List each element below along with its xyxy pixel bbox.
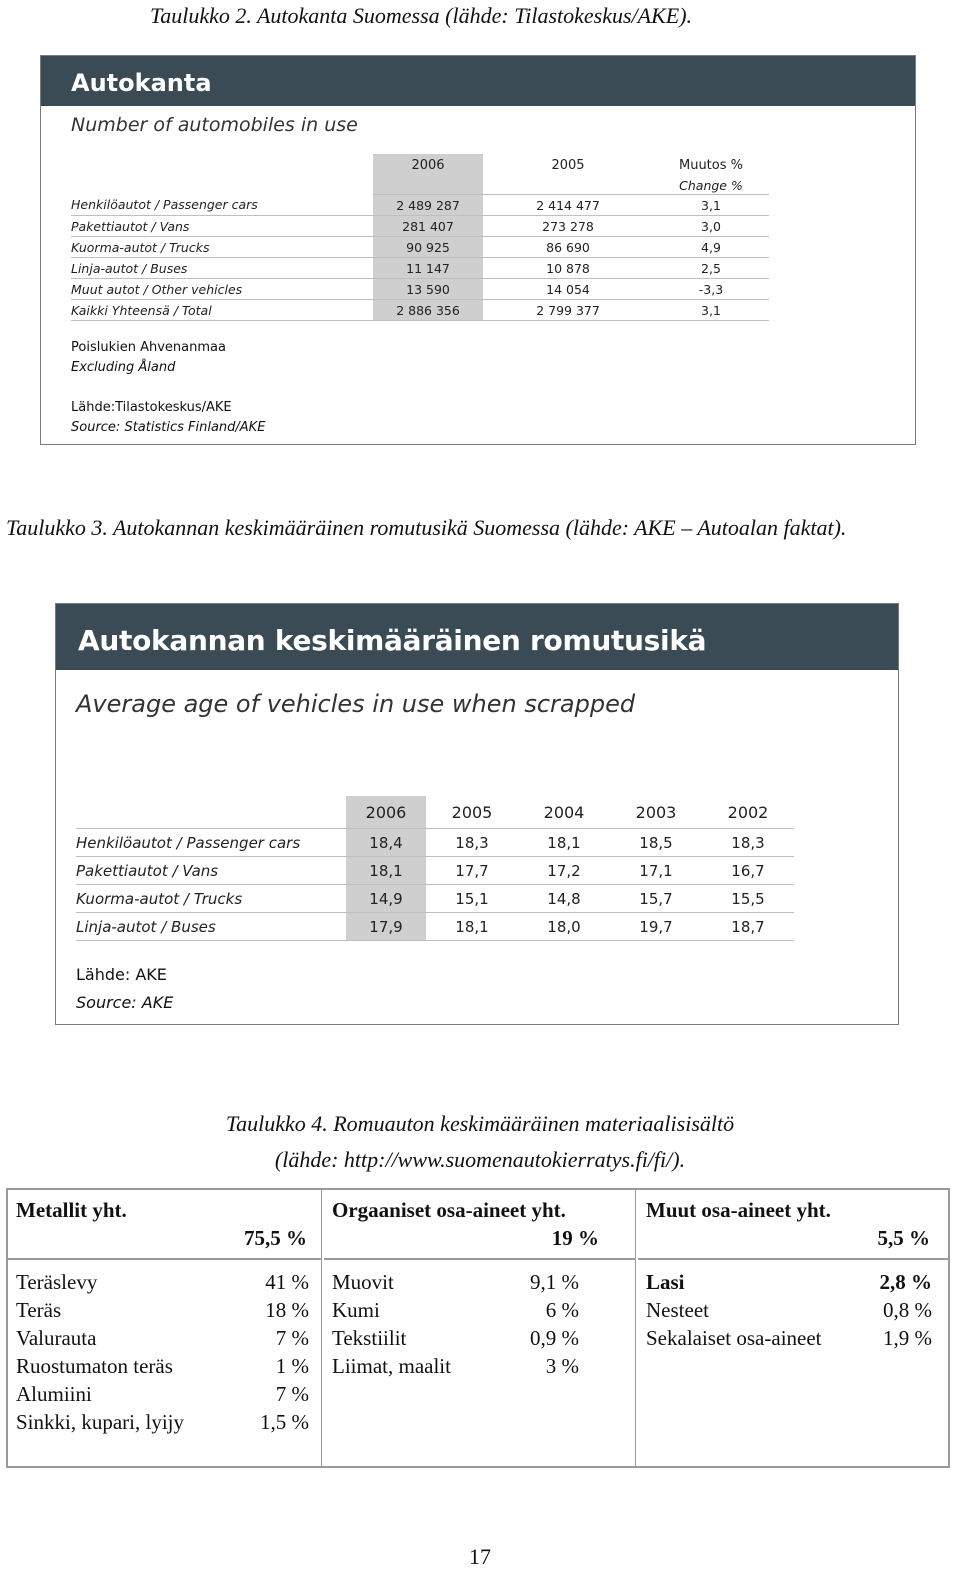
cell: 3,1 bbox=[653, 195, 769, 216]
year-header: 2002 bbox=[702, 796, 794, 829]
cell: 86 690 bbox=[483, 237, 653, 258]
list-item bbox=[332, 1298, 579, 1326]
cell: 281 407 bbox=[373, 216, 483, 237]
group-name: Metallit yht. bbox=[16, 1198, 127, 1222]
item-value: 9,1 % bbox=[530, 1270, 579, 1294]
row-label: Pakettiautot / Vans bbox=[71, 216, 373, 237]
item-value: 1,5 % bbox=[260, 1410, 309, 1434]
figure-title: Autokanta bbox=[41, 56, 915, 106]
source-fi: Lähde:Tilastokeskus/AKE bbox=[71, 400, 232, 415]
item-value: 41 % bbox=[265, 1270, 309, 1294]
page-number: 17 bbox=[469, 1544, 491, 1569]
cell: 17,7 bbox=[426, 857, 518, 885]
col-header: 2006 bbox=[373, 154, 483, 176]
row-label: Henkilöautot / Passenger cars bbox=[76, 829, 346, 857]
list-item bbox=[16, 1382, 309, 1410]
item-name: Muovit bbox=[332, 1270, 394, 1294]
item-name: Ruostumaton teräs bbox=[16, 1354, 173, 1378]
cell: 11 147 bbox=[373, 258, 483, 279]
row-label: Linja-autot / Buses bbox=[76, 913, 346, 941]
item-name: Liimat, maalit bbox=[332, 1354, 451, 1378]
cell: 18,1 bbox=[518, 829, 610, 857]
cell: 15,7 bbox=[610, 885, 702, 913]
list-item bbox=[16, 1354, 309, 1382]
table-row bbox=[76, 857, 794, 885]
item-value: 7 % bbox=[275, 1382, 309, 1406]
row-label: Pakettiautot / Vans bbox=[76, 857, 346, 885]
col-header: Muutos % bbox=[678, 157, 743, 173]
list-item bbox=[16, 1326, 309, 1354]
romutusika-table bbox=[76, 796, 794, 941]
row-label: Kuorma-autot / Trucks bbox=[71, 237, 373, 258]
cell: 2 799 377 bbox=[483, 300, 653, 321]
item-value: 7 % bbox=[275, 1326, 309, 1350]
cell: 2,5 bbox=[653, 258, 769, 279]
item-name: Teräs bbox=[16, 1298, 62, 1322]
list-item bbox=[16, 1410, 309, 1438]
cell: 10 878 bbox=[483, 258, 653, 279]
item-name: Lasi bbox=[646, 1270, 685, 1294]
caption-table-4 bbox=[0, 1108, 960, 1180]
cell: 273 278 bbox=[483, 216, 653, 237]
item-name: Nesteet bbox=[646, 1298, 709, 1322]
source-fi: Lähde: AKE bbox=[76, 965, 167, 984]
cell: 18,5 bbox=[610, 829, 702, 857]
item-value: 1,9 % bbox=[883, 1326, 932, 1350]
table-row bbox=[71, 258, 769, 279]
cell: 2 414 477 bbox=[483, 195, 653, 216]
year-header: 2003 bbox=[610, 796, 702, 829]
cell: 13 590 bbox=[373, 279, 483, 300]
cell: 18,1 bbox=[426, 913, 518, 941]
item-value: 2,8 % bbox=[879, 1270, 932, 1294]
figure-title: Autokannan keskimääräinen romutusikä bbox=[56, 604, 898, 670]
list-item bbox=[332, 1270, 579, 1298]
table-row bbox=[76, 829, 794, 857]
source-en: Source: AKE bbox=[76, 993, 174, 1012]
row-label: Kuorma-autot / Trucks bbox=[76, 885, 346, 913]
cell: 19,7 bbox=[610, 913, 702, 941]
table-row bbox=[71, 279, 769, 300]
col-subheader: Change % bbox=[653, 176, 769, 195]
year-header: 2004 bbox=[518, 796, 610, 829]
year-header: 2005 bbox=[426, 796, 518, 829]
list-item bbox=[646, 1270, 932, 1298]
year-header: 2006 bbox=[346, 796, 426, 829]
cell: 3,0 bbox=[653, 216, 769, 237]
table-row bbox=[71, 300, 769, 321]
cell: 14 054 bbox=[483, 279, 653, 300]
caption-line-2: (lähde: http://www.suomenautokierratys.fi/fi/). bbox=[274, 1147, 686, 1172]
cell: 14,8 bbox=[518, 885, 610, 913]
list-item bbox=[16, 1270, 309, 1298]
group-total: 19 % bbox=[551, 1226, 599, 1250]
column-header bbox=[324, 1190, 635, 1260]
item-value: 18 % bbox=[265, 1298, 309, 1322]
item-value: 0,9 % bbox=[530, 1326, 579, 1350]
cell: 18,7 bbox=[702, 913, 794, 941]
column-header bbox=[8, 1190, 321, 1260]
table-row bbox=[71, 195, 769, 216]
table-row bbox=[71, 216, 769, 237]
cell: 17,2 bbox=[518, 857, 610, 885]
item-name: Sekalaiset osa-aineet bbox=[646, 1326, 822, 1350]
figure-autokanta bbox=[40, 55, 916, 445]
cell: 2 886 356 bbox=[373, 300, 483, 321]
col-header: 2005 bbox=[551, 157, 585, 173]
item-name: Valurauta bbox=[16, 1326, 97, 1350]
cell: 18,0 bbox=[518, 913, 610, 941]
item-name: Sinkki, kupari, lyijy bbox=[16, 1410, 184, 1434]
table-row bbox=[71, 237, 769, 258]
list-item bbox=[646, 1326, 932, 1354]
figure-subtitle: Number of automobiles in use bbox=[71, 114, 358, 136]
materials-table bbox=[6, 1188, 950, 1468]
note-fi: Poislukien Ahvenanmaa bbox=[71, 340, 226, 355]
materials-column-other bbox=[638, 1190, 948, 1466]
cell: 3,1 bbox=[653, 300, 769, 321]
item-value: 1 % bbox=[275, 1354, 309, 1378]
cell: 18,3 bbox=[702, 829, 794, 857]
cell: 14,9 bbox=[346, 885, 426, 913]
row-label: Kaikki Yhteensä / Total bbox=[71, 300, 373, 321]
materials-column-metals bbox=[8, 1190, 322, 1466]
group-total: 75,5 % bbox=[244, 1226, 307, 1250]
caption-line-1: Taulukko 4. Romuauton keskimääräinen materiaalisisältö bbox=[225, 1111, 735, 1136]
source-note bbox=[76, 961, 173, 1017]
cell: 18,1 bbox=[346, 857, 426, 885]
item-name: Teräslevy bbox=[16, 1270, 98, 1294]
autokanta-table bbox=[71, 154, 769, 321]
row-label: Henkilöautot / Passenger cars bbox=[71, 195, 373, 216]
group-total: 5,5 % bbox=[877, 1226, 930, 1250]
row-label: Linja-autot / Buses bbox=[71, 258, 373, 279]
list-item bbox=[646, 1298, 932, 1326]
cell: 90 925 bbox=[373, 237, 483, 258]
group-name: Muut osa-aineet yht. bbox=[646, 1198, 831, 1222]
cell: 4,9 bbox=[653, 237, 769, 258]
cell: 18,4 bbox=[346, 829, 426, 857]
figure-subtitle: Average age of vehicles in use when scrapped bbox=[76, 690, 636, 718]
row-label: Muut autot / Other vehicles bbox=[71, 279, 373, 300]
cell: 2 489 287 bbox=[373, 195, 483, 216]
list-item bbox=[332, 1326, 579, 1354]
group-name: Orgaaniset osa-aineet yht. bbox=[332, 1198, 566, 1222]
source-note bbox=[71, 398, 265, 438]
note-excluding bbox=[71, 338, 226, 378]
list-item bbox=[16, 1298, 309, 1326]
materials-column-organic bbox=[324, 1190, 636, 1466]
cell: 15,1 bbox=[426, 885, 518, 913]
caption-table-2: Taulukko 2. Autokanta Suomessa (lähde: Tilastokeskus/AKE). bbox=[150, 3, 693, 28]
list-item bbox=[332, 1354, 579, 1382]
item-value: 6 % bbox=[545, 1298, 579, 1322]
cell: 16,7 bbox=[702, 857, 794, 885]
column-header bbox=[638, 1190, 948, 1260]
cell: 17,1 bbox=[610, 857, 702, 885]
cell: 17,9 bbox=[346, 913, 426, 941]
source-en: Source: Statistics Finland/AKE bbox=[71, 420, 266, 435]
item-name: Alumiini bbox=[16, 1382, 92, 1406]
cell: -3,3 bbox=[653, 279, 769, 300]
table-row bbox=[76, 913, 794, 941]
caption-table-3: Taulukko 3. Autokannan keskimääräinen romutusikä Suomessa (lähde: AKE – Autoalan faktat). bbox=[6, 515, 847, 540]
item-name: Kumi bbox=[332, 1298, 380, 1322]
item-value: 3 % bbox=[545, 1354, 579, 1378]
figure-romutusika bbox=[55, 603, 899, 1025]
item-name: Tekstiilit bbox=[332, 1326, 407, 1350]
note-en: Excluding Åland bbox=[71, 360, 176, 375]
cell: 18,3 bbox=[426, 829, 518, 857]
table-row bbox=[76, 885, 794, 913]
item-value: 0,8 % bbox=[883, 1298, 932, 1322]
cell: 15,5 bbox=[702, 885, 794, 913]
